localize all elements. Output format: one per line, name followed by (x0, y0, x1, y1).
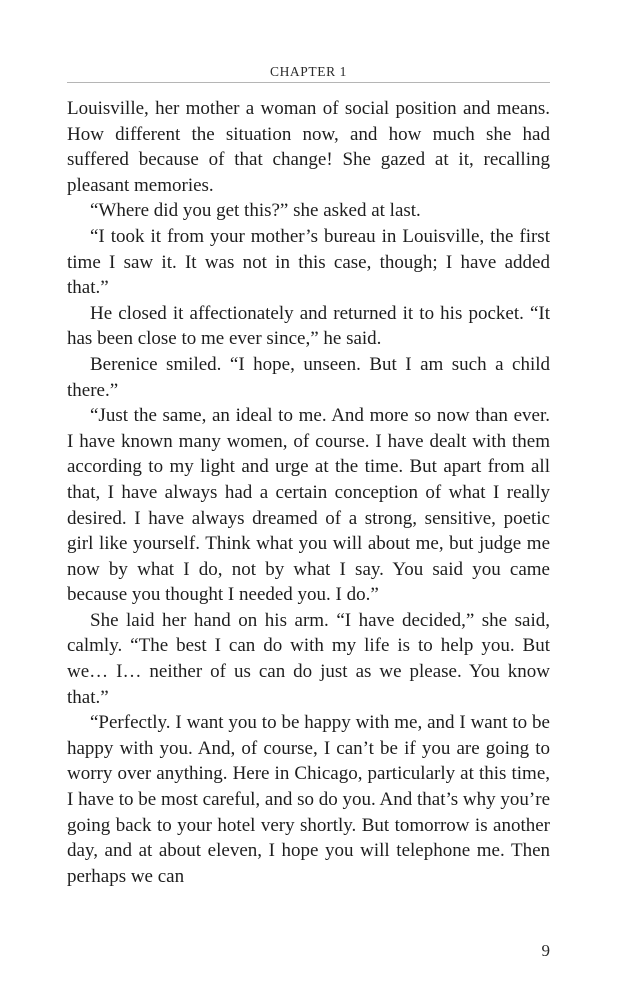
paragraph: He closed it affectionately and returned it to his pocket. “It has been close to me ever since,” he said. (67, 302, 550, 350)
page-number: 9 (541, 941, 550, 960)
running-head: CHAPTER 1 (269, 64, 348, 79)
paragraph: Berenice smiled. “I hope, unseen. But I am such a child there.” (67, 353, 550, 401)
paragraph: “Just the same, an ideal to me. And more so now than ever. I have known many women, of course. I have dealt with them according to my light and urge at the time. But apart from all that, I have always had a certain conception of what I really desired. I have always dreamed of a strong, sensitive, poetic girl like yourself. Think what you will about me, but judge me now by what I do, not by what I say. You said you came because you thought I needed you. I do.” (67, 405, 550, 606)
paragraph: “I took it from your mother’s bureau in Louisville, the first time I saw it. It was not in this case, though; I have added that.” (67, 225, 550, 299)
paragraph-continued: Louisville, her mother a woman of social position and means. How different the situation now, and how much she had suffered because of that change! She gazed at it, recalling pleasant memories. (67, 98, 550, 196)
body-text (67, 96, 550, 889)
header-rule (67, 82, 550, 83)
paragraph: “Perfectly. I want you to be happy with me, and I want to be happy with you. And, of course, I can’t be if you are going to worry over anything. Here in Chicago, particularly at this time, I have to be most careful, and so do you. And that’s why you’re going back to your hotel very shortly. But tomorrow is another day, and at about eleven, I hope you will telephone me. Then perhaps we can (67, 712, 550, 887)
paragraph: She laid her hand on his arm. “I have decided,” she said, calmly. “The best I can do with my life is to help you. But we… I… neither of us can do just as we please. You know that.” (67, 609, 550, 708)
paragraph: “Where did you get this?” she asked at last. (90, 200, 421, 222)
